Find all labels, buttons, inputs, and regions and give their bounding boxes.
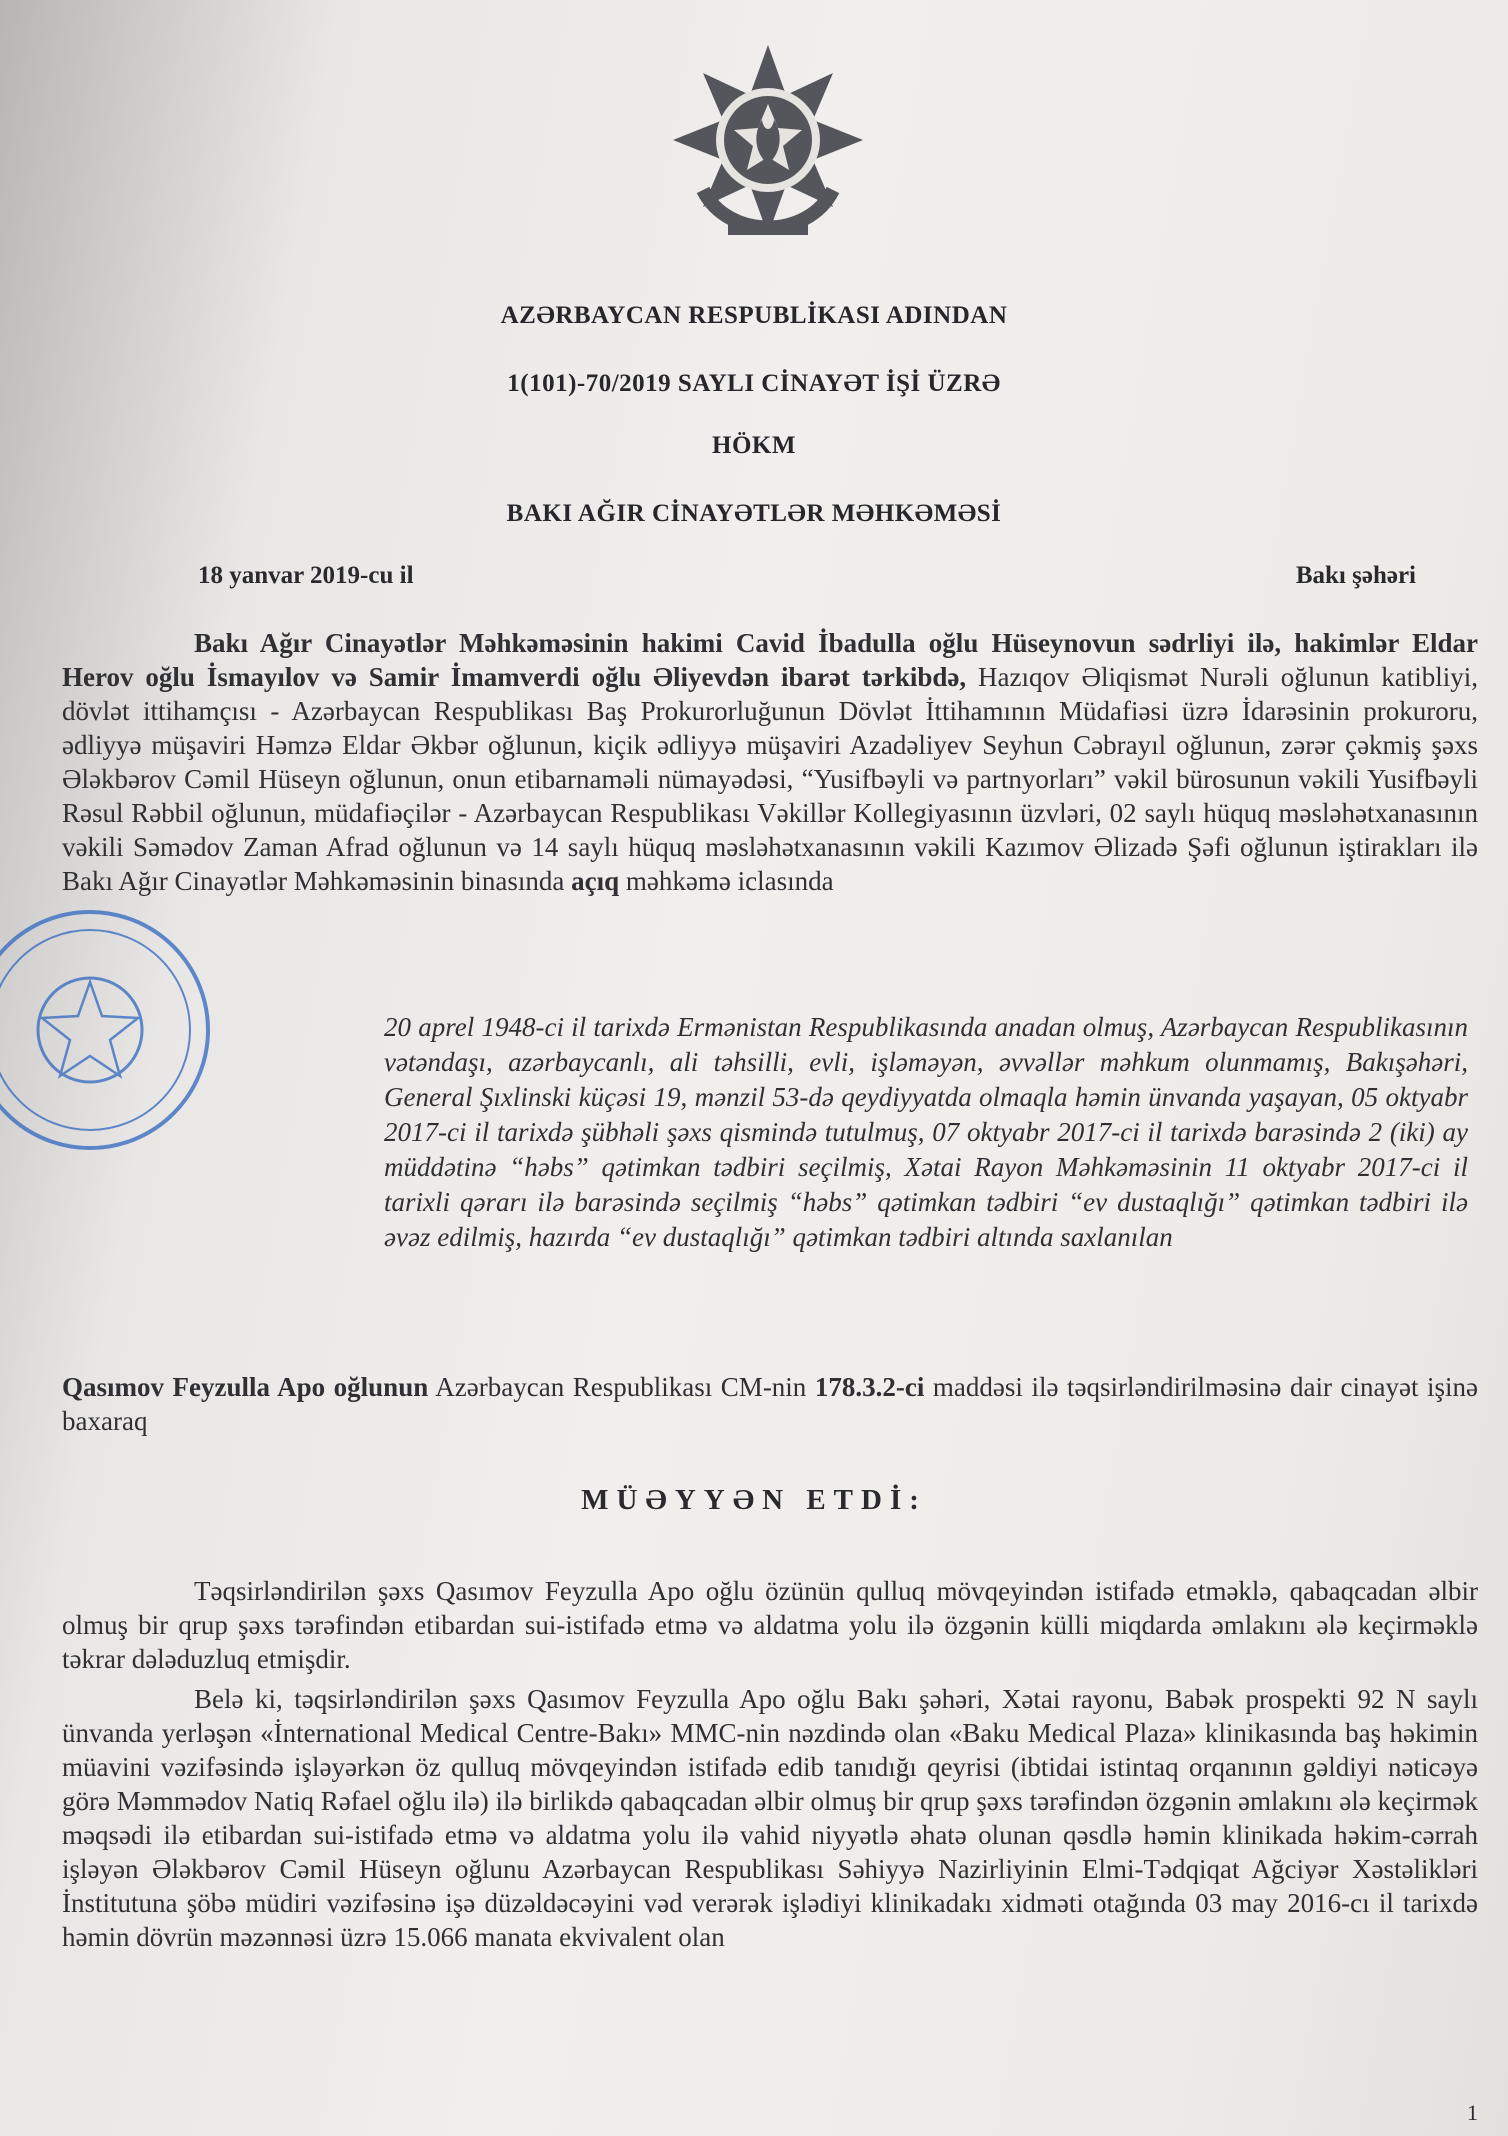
session-text: məhkəmə iclasında [619,866,834,896]
findings-paragraph-2: Belə ki, təqsirləndirilən şəxs Qasımov Feyzulla Apo oğlu Bakı şəhəri, Xətai rayonu, Babək prospekti 92 N saylı ünvanda yerləşən «İnternational Medical Centre-Bakı» MMC-nin nəzdində olan «Baku Medical Plaza» klinikasında baş həkimin müavini vəzifəsində işləyərkən öz qulluq mövqeyindən istifadə edib tanıdığı qeyrisi (ibtidai istintaq orqanının gəldiyi nəticəyə görə Məmmədov Natiq Rəfael oğlu ilə) ilə birlikdə qabaqcadan əlbir olmuş bir qrup şəxs tərəfindən özgənin əmlakını ələ keçirmək məqsədi ilə etibardan sui-istifadə etmə və aldatma yolu ilə vahid niyyətlə əhatə olunan qəsdlə həmin klinikada həkim-cərrah işləyən Ələkbərov Cəmil Hüseyn oğlunu Azərbaycan Respublikası Səhiyyə Nazirliyinin Elmi-Tədqiqat Ağciyər Xəstəlikləri İnstitutuna şöbə müdiri vəzifəsinə işə düzəldəcəyini vəd verərək işlədiyi klinikadakı xidməti otağında 03 may 2016-cı il tarixdə həmin dövrün məzənnəsi üzrə 15.066 manata ekvivalent olan [62,1684,1478,1952]
defendant-name: Qasımov Feyzulla Apo oğlunun [62,1372,429,1402]
state-emblem-icon [668,40,868,270]
findings-paragraph-1: Təqsirləndirilən şəxs Qasımov Feyzulla Apo oğlu özünün qulluq mövqeyindən istifadə etməklə, qabaqcadan əlbir olmuş bir qrup şəxs tərəfindən etibardan sui-istifadə etmə və aldatma yolu ilə özgənin külli miqdarda əmlakını ələ keçirməklə təkrar dələduzluq etmişdir. [62,1576,1478,1674]
document-city: Bakı şəhəri [1295,562,1416,589]
charge-tail: maddəsi ilə təqsirləndirilməsinə dair cinayət işinə baxaraq [62,1372,1478,1436]
open-word: açıq [571,866,620,896]
document-date: 18 yanvar 2019-cu il [198,562,414,589]
court-composition: Bakı Ağır Cinayətlər Məhkəməsinin hakimi Cavid İbadulla oğlu Hüseynovun sədrliyi ilə, hakimlər Eldar Herov oğlu İsmayılov və Samir İmamverdi oğlu Əliyevdən ibarət tərkibdə, [62,628,1478,692]
section-heading: MÜƏYYƏN ETDİ: [581,1484,927,1516]
header-line-1: AZƏRBAYCAN RESPUBLİKASI ADINDAN [500,302,1008,329]
participants-text: Hazıqov Əliqismət Nurəli oğlunun katibliyi, dövlət ittihamçısı - Azərbaycan Respublikası Baş Prokurorluğunun Dövlət İttihamının Müdafiəsi üzrə İdarəsinin prokuroru, ədliyyə müşaviri Həmzə Eldar Əkbər oğlunun, kiçik ədliyyə müşaviri Azadəliyev Seyhun Cəbrayıl oğlunun, zərər çəkmiş şəxs Ələkbərov Cəmil Hüseyn oğlunun, onun etibarnaməli nümayədəsi, “Yusifbəyli və partnyorları” vəkil bürosunun vəkili Yusifbəyli Rəsul Rəbbil oğlunun, müdafiəçilər - Azərbaycan Respublikası Vəkillər Kollegiyasının üzvləri, 02 saylı hüquq məsləhətxanasının vəkili Səmədov Zaman Afrad oğlunun və 14 saylı hüquq məsləhətxanasının vəkili Kazımov Əlizadə Şəfi oğlunun iştirakları ilə Bakı Ağır Cinayətlər Məhkəməsinin binasında [62,662,1478,896]
intro-paragraph [62,626,1478,898]
defendant-info: 20 aprel 1948-ci il tarixdə Ermənistan Respublikasında anadan olmuş, Azərbaycan Respublikasının vətəndaşı, azərbaycanlı, ali təhsilli, evli, işləməyən, əvvəllər məhkum olunmamış, Bakışəhəri, General Şıxlinski küçəsi 19, mənzil 53-də qeydiyyatda olmaqla həmin ünvanda yaşayan, 05 oktyabr 2017-ci il tarixdə şübhəli şəxs qismində tutulmuş, 07 oktyabr 2017-ci il tarixdə barəsində 2 (iki) ay müddətinə “həbs” qətimkan tədbiri seçilmiş, Xətai Rayon Məhkəməsinin 11 oktyabr 2017-ci il tarixli qərarı ilə barəsində seçilmiş “həbs” qətimkan tədbiri “ev dustaqlığı” qətimkan tədbiri ilə əvəz edilmiş, hazırda “ev dustaqlığı” qətimkan tədbiri altında saxlanılan [384,1012,1468,1252]
header-line-4: BAKI AĞIR CİNAYƏTLƏR MƏHKƏMƏSİ [506,500,1002,527]
page-number: 1 [1467,2100,1478,2125]
header-line-2: 1(101)-70/2019 SAYLI CİNAYƏT İŞİ ÜZRƏ [507,370,1001,397]
official-stamp-icon [0,880,230,1180]
charge-paragraph [62,1370,1478,1438]
article-number: 178.3.2-ci [814,1372,925,1402]
charge-mid: Azərbaycan Respublikası CM-nin [428,1372,815,1402]
header-line-3: HÖKM [712,432,796,459]
